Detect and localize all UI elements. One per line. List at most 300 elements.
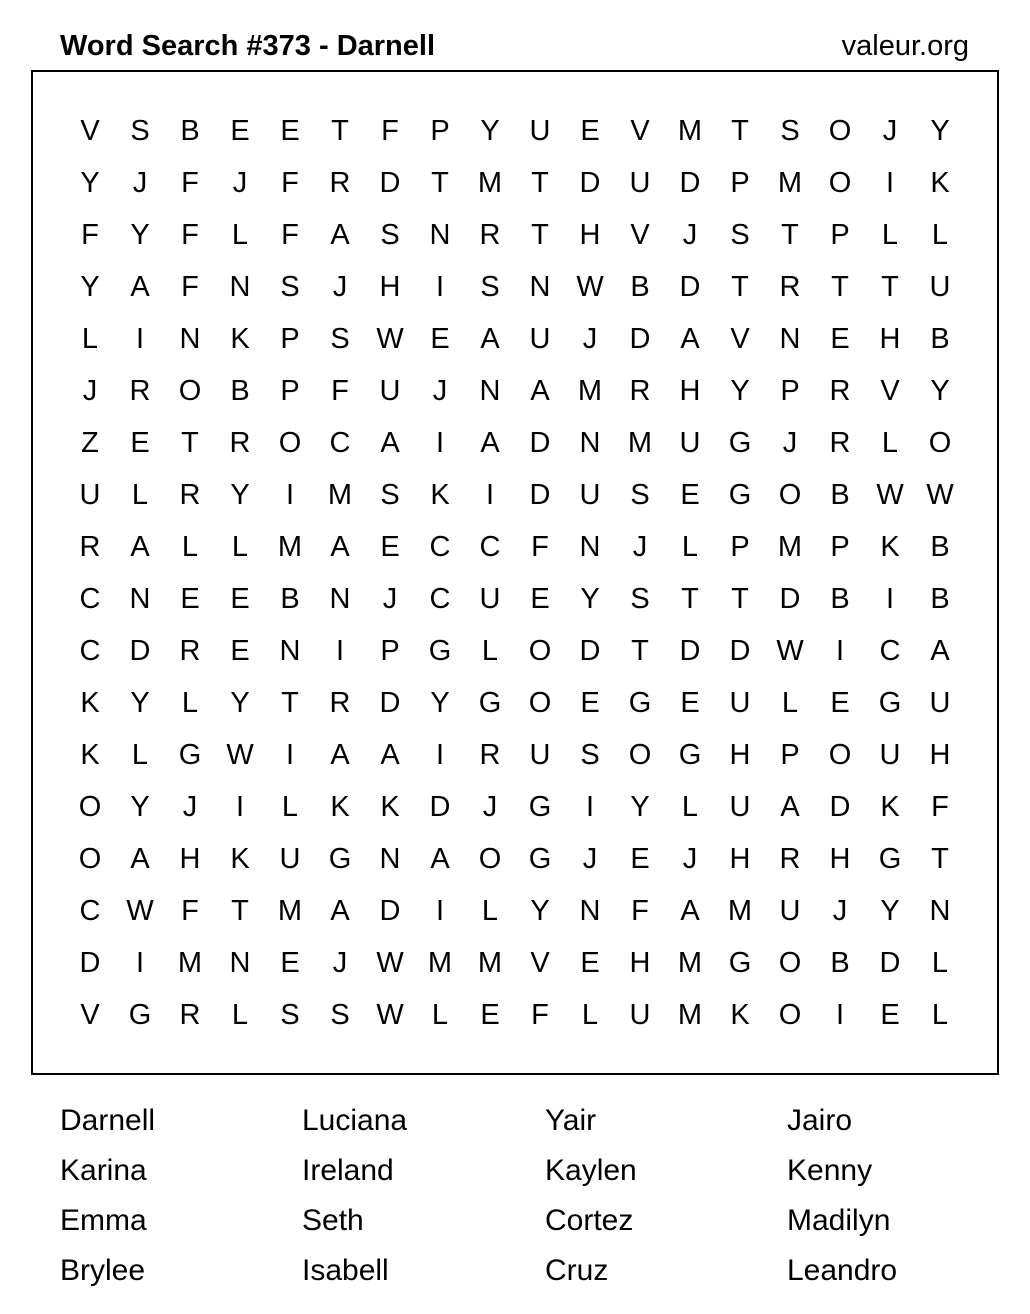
grid-letter: B — [930, 583, 950, 615]
grid-letter: T — [681, 583, 699, 615]
grid-letter: T — [231, 895, 249, 927]
word-list-item: Kaylen — [545, 1154, 637, 1187]
grid-letter: O — [528, 635, 552, 667]
grid-letter: D — [529, 479, 551, 511]
grid-letter: A — [130, 843, 150, 875]
grid-letter: R — [179, 479, 201, 511]
grid-letter: L — [781, 687, 799, 719]
grid-letter: M — [577, 375, 603, 407]
grid-letter: B — [830, 479, 850, 511]
grid-letter: J — [682, 843, 698, 875]
grid-letter: S — [730, 219, 750, 251]
grid-letter: B — [930, 323, 950, 355]
grid-letter: H — [879, 323, 901, 355]
grid-letter: A — [330, 531, 350, 563]
grid-letter: Y — [130, 219, 150, 251]
grid-letter: K — [230, 323, 250, 355]
grid-letter: G — [328, 843, 352, 875]
grid-letter: F — [331, 375, 349, 407]
grid-letter: N — [579, 427, 601, 459]
grid-letter: O — [828, 739, 852, 771]
word-list-item: Cruz — [545, 1254, 609, 1287]
grid-letter: K — [330, 791, 350, 823]
grid-letter: E — [580, 115, 600, 147]
grid-letter: B — [180, 115, 200, 147]
grid-letter: L — [131, 739, 149, 771]
grid-letter: A — [480, 427, 500, 459]
grid-letter: P — [730, 531, 750, 563]
grid-letter: D — [379, 895, 401, 927]
grid-letter: H — [179, 843, 201, 875]
grid-letter: A — [130, 531, 150, 563]
grid-letter: T — [781, 219, 799, 251]
word-list-item: Emma — [60, 1204, 147, 1237]
grid-letter: S — [380, 219, 400, 251]
grid-letter: K — [430, 479, 450, 511]
grid-letter: E — [580, 687, 600, 719]
grid-letter: T — [531, 219, 549, 251]
grid-letter: M — [777, 531, 803, 563]
grid-letter: I — [435, 271, 445, 303]
grid-letter: T — [531, 167, 549, 199]
grid-letter: K — [880, 791, 900, 823]
grid-letter: C — [79, 583, 101, 615]
grid-letter: L — [931, 999, 949, 1031]
grid-letter: N — [279, 635, 301, 667]
grid-letter: J — [582, 323, 598, 355]
grid-letter: M — [327, 479, 353, 511]
grid-letter: J — [232, 167, 248, 199]
grid-letter: A — [930, 635, 950, 667]
grid-letter: A — [330, 739, 350, 771]
grid-letter: O — [478, 843, 502, 875]
grid-letter: J — [482, 791, 498, 823]
grid-letter: S — [630, 583, 650, 615]
grid-letter: M — [277, 895, 303, 927]
grid-letter: G — [478, 687, 502, 719]
grid-letter: N — [179, 323, 201, 355]
grid-letter: W — [576, 271, 604, 303]
grid-letter: L — [931, 219, 949, 251]
grid-letter: D — [579, 635, 601, 667]
grid-letter: U — [679, 427, 701, 459]
grid-letter: L — [131, 479, 149, 511]
grid-letter: J — [382, 583, 398, 615]
grid-letter: P — [730, 167, 750, 199]
grid-letter: J — [782, 427, 798, 459]
grid-letter: O — [828, 115, 852, 147]
word-list-item: Isabell — [302, 1254, 389, 1287]
grid-letter: M — [477, 947, 503, 979]
grid-letter: U — [529, 739, 551, 771]
grid-letter: E — [230, 115, 250, 147]
grid-letter: J — [882, 115, 898, 147]
grid-letter: J — [332, 947, 348, 979]
grid-letter: T — [881, 271, 899, 303]
grid-letter: I — [435, 739, 445, 771]
grid-letter: F — [81, 219, 99, 251]
grid-letter: D — [679, 167, 701, 199]
grid-letter: R — [779, 843, 801, 875]
grid-letter: M — [727, 895, 753, 927]
grid-letter: H — [579, 219, 601, 251]
word-list-item: Karina — [60, 1154, 147, 1187]
grid-letter: Y — [430, 687, 450, 719]
grid-letter: E — [830, 323, 850, 355]
grid-letter: R — [79, 531, 101, 563]
grid-letter: M — [777, 167, 803, 199]
grid-letter: U — [729, 791, 751, 823]
grid-letter: B — [830, 583, 850, 615]
grid-letter: I — [135, 323, 145, 355]
grid-letter: V — [730, 323, 750, 355]
grid-letter: U — [729, 687, 751, 719]
grid-letter: D — [879, 947, 901, 979]
grid-letter: S — [280, 999, 300, 1031]
grid-letter: E — [280, 947, 300, 979]
grid-letter: U — [529, 323, 551, 355]
grid-letter: G — [878, 843, 902, 875]
grid-letter: M — [427, 947, 453, 979]
grid-letter: O — [278, 427, 302, 459]
site-name: valeur.org — [841, 30, 969, 62]
grid-letter: O — [778, 999, 802, 1031]
grid-letter: Y — [530, 895, 550, 927]
grid-letter: G — [528, 843, 552, 875]
grid-letter: L — [231, 999, 249, 1031]
grid-letter: W — [376, 323, 404, 355]
grid-letter: Y — [880, 895, 900, 927]
grid-letter: H — [829, 843, 851, 875]
grid-letter: H — [629, 947, 651, 979]
grid-letter: E — [380, 531, 400, 563]
grid-letter: V — [630, 115, 650, 147]
grid-letter: M — [677, 115, 703, 147]
grid-letter: D — [829, 791, 851, 823]
grid-letter: P — [380, 635, 400, 667]
grid-letter: E — [180, 583, 200, 615]
grid-letter: N — [529, 271, 551, 303]
grid-letter: M — [677, 999, 703, 1031]
grid-letter: P — [830, 219, 850, 251]
word-list-item: Cortez — [545, 1204, 634, 1237]
grid-letter: P — [780, 739, 800, 771]
grid-letter: N — [129, 583, 151, 615]
grid-letter: Y — [930, 375, 950, 407]
grid-letter: O — [78, 843, 102, 875]
grid-letter: L — [681, 791, 699, 823]
grid-letter: N — [429, 219, 451, 251]
grid-letter: I — [135, 947, 145, 979]
grid-letter: C — [429, 531, 451, 563]
grid-letter: E — [280, 115, 300, 147]
grid-letter: R — [829, 375, 851, 407]
word-list-item: Seth — [302, 1204, 364, 1237]
grid-letter: B — [630, 271, 650, 303]
grid-letter: J — [632, 531, 648, 563]
grid-letter: F — [631, 895, 649, 927]
grid-letter: R — [779, 271, 801, 303]
grid-letter: Y — [130, 791, 150, 823]
grid-letter: M — [627, 427, 653, 459]
grid-letter: E — [680, 479, 700, 511]
grid-letter: T — [731, 115, 749, 147]
grid-letter: U — [79, 479, 101, 511]
word-list-item: Brylee — [60, 1254, 146, 1287]
grid-letter: N — [579, 895, 601, 927]
grid-letter: C — [429, 583, 451, 615]
grid-letter: Y — [730, 375, 750, 407]
grid-letter: F — [181, 895, 199, 927]
grid-letter: U — [279, 843, 301, 875]
grid-letter: L — [481, 635, 499, 667]
grid-letter: J — [332, 271, 348, 303]
grid-letter: S — [580, 739, 600, 771]
grid-letter: M — [677, 947, 703, 979]
grid-letter: T — [281, 687, 299, 719]
grid-letter: N — [579, 531, 601, 563]
grid-letter: O — [828, 167, 852, 199]
grid-letter: S — [780, 115, 800, 147]
grid-letter: N — [779, 323, 801, 355]
grid-letter: J — [82, 375, 98, 407]
grid-letter: B — [830, 947, 850, 979]
grid-letter: G — [728, 479, 752, 511]
grid-letter: A — [380, 427, 400, 459]
grid-letter: I — [335, 635, 345, 667]
grid-letter: T — [931, 843, 949, 875]
grid-letter: O — [928, 427, 952, 459]
grid-letter: T — [731, 271, 749, 303]
grid-letter: F — [531, 531, 549, 563]
grid-letter: D — [729, 635, 751, 667]
grid-letter: A — [680, 323, 700, 355]
grid-letter: W — [126, 895, 154, 927]
grid-letter: Y — [80, 167, 100, 199]
grid-letter: C — [879, 635, 901, 667]
grid-letter: J — [132, 167, 148, 199]
grid-letter: U — [879, 739, 901, 771]
grid-letter: W — [926, 479, 954, 511]
grid-letter: A — [530, 375, 550, 407]
grid-letter: F — [181, 167, 199, 199]
grid-letter: Y — [230, 687, 250, 719]
grid-letter: W — [376, 999, 404, 1031]
grid-letter: G — [878, 687, 902, 719]
grid-letter: O — [778, 479, 802, 511]
grid-letter: R — [629, 375, 651, 407]
grid-letter: U — [629, 167, 651, 199]
grid-letter: H — [679, 375, 701, 407]
grid-letter: S — [130, 115, 150, 147]
word-list-item: Madilyn — [787, 1204, 891, 1237]
grid-letter: M — [477, 167, 503, 199]
grid-letter: N — [479, 375, 501, 407]
grid-letter: U — [529, 115, 551, 147]
grid-letter: P — [780, 375, 800, 407]
grid-letter: I — [285, 479, 295, 511]
grid-letter: Y — [230, 479, 250, 511]
grid-letter: E — [880, 999, 900, 1031]
grid-letter: E — [430, 323, 450, 355]
grid-letter: P — [830, 531, 850, 563]
grid-letter: A — [680, 895, 700, 927]
grid-letter: Y — [630, 791, 650, 823]
grid-letter: D — [429, 791, 451, 823]
grid-letter: D — [779, 583, 801, 615]
grid-letter: T — [631, 635, 649, 667]
grid-letter: E — [580, 947, 600, 979]
grid-letter: V — [630, 219, 650, 251]
grid-letter: V — [80, 999, 100, 1031]
grid-letter: G — [428, 635, 452, 667]
grid-letter: E — [530, 583, 550, 615]
grid-letter: F — [181, 219, 199, 251]
grid-letter: I — [285, 739, 295, 771]
word-list-item: Darnell — [60, 1104, 156, 1137]
puzzle-title: Word Search #373 - Darnell — [60, 30, 436, 62]
grid-letter: R — [179, 999, 201, 1031]
grid-letter: G — [728, 427, 752, 459]
grid-letter: D — [679, 271, 701, 303]
grid-letter: R — [179, 635, 201, 667]
grid-letter: E — [130, 427, 150, 459]
grid-letter: G — [678, 739, 702, 771]
grid-letter: B — [230, 375, 250, 407]
grid-letter: F — [931, 791, 949, 823]
grid-letter: L — [681, 531, 699, 563]
grid-letter: I — [835, 635, 845, 667]
grid-letter: Y — [580, 583, 600, 615]
grid-letter: R — [479, 219, 501, 251]
grid-letter: T — [431, 167, 449, 199]
grid-letter: D — [79, 947, 101, 979]
grid-letter: C — [479, 531, 501, 563]
grid-letter: L — [81, 323, 99, 355]
grid-letter: E — [230, 635, 250, 667]
grid-letter: B — [280, 583, 300, 615]
grid-letter: Y — [480, 115, 500, 147]
grid-letter: S — [330, 999, 350, 1031]
grid-letter: M — [177, 947, 203, 979]
grid-letter: W — [876, 479, 904, 511]
grid-letter: K — [380, 791, 400, 823]
grid-letter: V — [880, 375, 900, 407]
grid-letter: J — [182, 791, 198, 823]
grid-letter: J — [582, 843, 598, 875]
grid-letter: S — [630, 479, 650, 511]
grid-letter: E — [630, 843, 650, 875]
grid-letter: Y — [80, 271, 100, 303]
grid-letter: D — [529, 427, 551, 459]
grid-letter: N — [929, 895, 951, 927]
grid-letter: W — [776, 635, 804, 667]
grid-letter: A — [380, 739, 400, 771]
grid-letter: J — [832, 895, 848, 927]
grid-letter: O — [78, 791, 102, 823]
grid-letter: K — [880, 531, 900, 563]
word-list-item: Luciana — [302, 1104, 408, 1137]
grid-letter: U — [779, 895, 801, 927]
grid-letter: U — [929, 687, 951, 719]
grid-letter: V — [80, 115, 100, 147]
grid-letter: A — [330, 895, 350, 927]
grid-letter: G — [628, 687, 652, 719]
grid-letter: I — [435, 895, 445, 927]
grid-letter: W — [226, 739, 254, 771]
grid-letter: D — [679, 635, 701, 667]
grid-letter: U — [629, 999, 651, 1031]
grid-letter: U — [479, 583, 501, 615]
grid-letter: P — [280, 323, 300, 355]
grid-letter: G — [528, 791, 552, 823]
grid-letter: J — [682, 219, 698, 251]
word-list-item: Ireland — [302, 1154, 394, 1187]
grid-letter: H — [729, 843, 751, 875]
grid-letter: N — [229, 947, 251, 979]
grid-letter: I — [435, 427, 445, 459]
grid-letter: K — [930, 167, 950, 199]
grid-letter: R — [229, 427, 251, 459]
grid-letter: V — [530, 947, 550, 979]
grid-letter: L — [231, 531, 249, 563]
grid-letter: H — [929, 739, 951, 771]
grid-letter: K — [80, 687, 100, 719]
grid-letter: L — [581, 999, 599, 1031]
word-list-item: Yair — [545, 1104, 597, 1137]
grid-letter: A — [130, 271, 150, 303]
grid-letter: P — [280, 375, 300, 407]
grid-letter: L — [181, 531, 199, 563]
grid-letter: L — [431, 999, 449, 1031]
grid-letter: G — [128, 999, 152, 1031]
grid-letter: Z — [81, 427, 99, 459]
grid-letter: R — [829, 427, 851, 459]
grid-letter: Y — [130, 687, 150, 719]
grid-letter: E — [480, 999, 500, 1031]
grid-letter: G — [178, 739, 202, 771]
grid-letter: K — [80, 739, 100, 771]
grid-letter: Y — [930, 115, 950, 147]
grid-letter: H — [379, 271, 401, 303]
grid-letter: C — [79, 895, 101, 927]
grid-letter: D — [379, 167, 401, 199]
grid-letter: O — [178, 375, 202, 407]
grid-letter: T — [731, 583, 749, 615]
grid-letter: U — [379, 375, 401, 407]
grid-letter: R — [329, 687, 351, 719]
grid-letter: S — [330, 323, 350, 355]
grid-letter: W — [376, 947, 404, 979]
grid-letter: R — [479, 739, 501, 771]
grid-letter: S — [280, 271, 300, 303]
grid-letter: D — [579, 167, 601, 199]
grid-letter: K — [230, 843, 250, 875]
grid-letter: I — [235, 791, 245, 823]
grid-letter: S — [380, 479, 400, 511]
grid-letter: G — [728, 947, 752, 979]
grid-letter: L — [181, 687, 199, 719]
grid-letter: F — [281, 167, 299, 199]
grid-letter: I — [485, 479, 495, 511]
grid-letter: D — [129, 635, 151, 667]
grid-letter: E — [830, 687, 850, 719]
grid-letter: E — [230, 583, 250, 615]
grid-letter: T — [181, 427, 199, 459]
grid-letter: R — [329, 167, 351, 199]
grid-letter: C — [329, 427, 351, 459]
grid-letter: L — [281, 791, 299, 823]
